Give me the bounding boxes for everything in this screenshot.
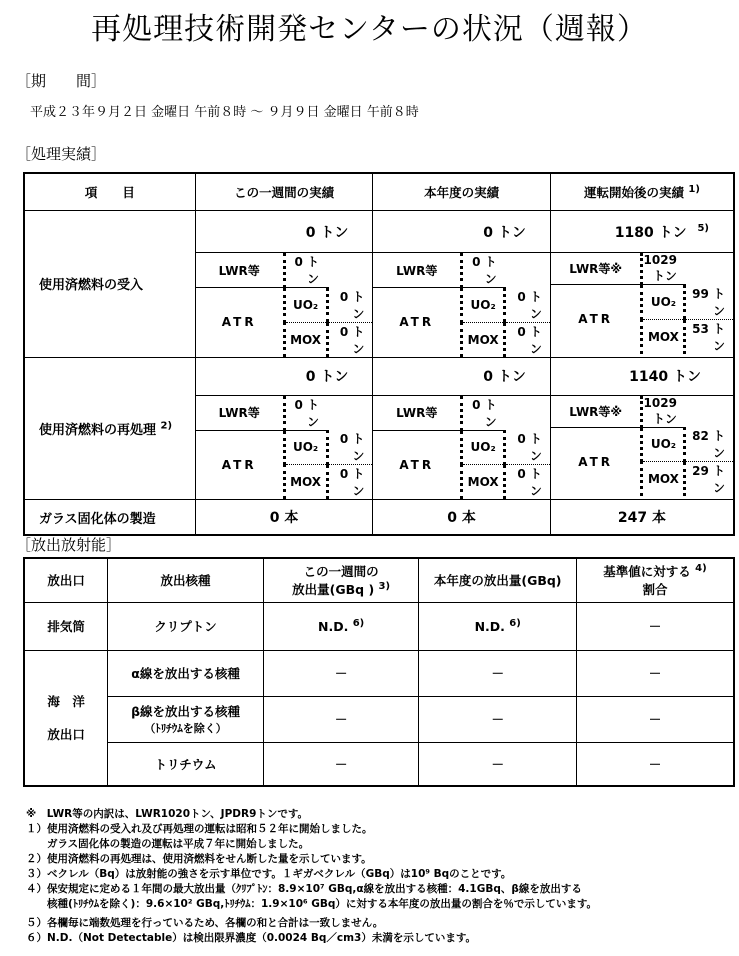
alpha-year: － — [419, 650, 577, 696]
reprocess-label: 使用済燃料の再処理 $^{2)}$ — [24, 357, 195, 500]
receipt-year-total: 0 トン — [373, 211, 551, 253]
col-year-header: 本年度の実績 — [373, 173, 551, 211]
footnote: ３）ベクレル（Bq）は放射能の強さを示す単位です。１ギガベクレル（GBq）は10⁹ Bqのことです。 — [26, 868, 512, 880]
col-week-header: この一週間の 放出量(GBq ) $^{3)}$ — [263, 558, 419, 602]
release-header: ［放出放射能］ — [16, 536, 122, 554]
period-header: ［期 間］ — [16, 72, 107, 90]
tritium-year: － — [419, 742, 577, 786]
footnote: 核種(ﾄﾘﾁｳﾑを除く)：9.6×10² GBq,ﾄﾘﾁｳﾑ：1.9×10⁶ GBq）に対する本年度の放出量の割合を％で示しています。 — [26, 898, 598, 910]
stack-label: 排気筒 — [24, 602, 108, 650]
glass-label: ガラス固化体の製造 — [24, 500, 195, 536]
footnote: ２）使用済燃料の再処理は、使用済燃料をせん断した量を示しています。 — [26, 853, 372, 865]
radioactivity-release-table — [23, 557, 735, 787]
tritium-ratio: － — [576, 742, 734, 786]
krypton-label: クリプトン — [108, 602, 264, 650]
col-ratio-header: 基準値に対する $^{4)}$ 割合 — [576, 558, 734, 602]
beta-year: － — [419, 696, 577, 742]
footnote: ４）保安規定に定める１年間の最大放出量（ｸﾘﾌﾟﾄﾝ：8.9×10⁷ GBq,α線を放出する核種：4.1GBq、β線を放出する — [26, 883, 582, 895]
table-row — [24, 650, 734, 696]
krypton-ratio: － — [576, 602, 734, 650]
receipt-all-total: 1180 トン $^{5)}$ — [550, 211, 734, 253]
col-total-header: 運転開始後の実績 $^{1)}$ — [550, 173, 734, 211]
processing-results-table — [23, 172, 735, 536]
krypton-week: N.D. $^{6)}$ — [263, 602, 419, 650]
reprocess-all-breakdown: LWR等※ 1029 トン ATR UO₂ 82 トン MOX 29 トン — [550, 395, 734, 500]
footnote: ※ LWR等の内訳は、LWR1020トン、JPDR9トンです。 — [26, 808, 309, 820]
col-item-header: 項 目 — [24, 173, 195, 211]
reprocess-year-breakdown: LWR等 0 トン ATR UO₂ 0 トン MOX 0 トン — [373, 395, 551, 500]
col-nuclide-header: 放出核種 — [108, 558, 264, 602]
alpha-week: － — [263, 650, 419, 696]
alpha-label: α線を放出する核種 — [108, 650, 264, 696]
receipt-label: 使用済燃料の受入 — [24, 211, 195, 358]
table-header-row — [24, 558, 734, 602]
glass-week: 0 本 — [195, 500, 373, 536]
footnotes — [26, 807, 597, 946]
sea-outlet-label: 海 洋 放出口 — [24, 650, 108, 786]
reprocess-week-total: 0 トン — [195, 357, 373, 395]
glass-all: 247 本 — [550, 500, 734, 536]
reprocess-week-breakdown: LWR等 0 トン ATR UO₂ 0 トン MOX 0 トン — [195, 395, 373, 500]
col-year-header: 本年度の放出量(GBq) — [419, 558, 577, 602]
tritium-week: － — [263, 742, 419, 786]
results-header: ［処理実績］ — [16, 145, 107, 163]
receipt-week-breakdown: LWR等 0 トン ATR UO₂ 0 トン MOX 0 トン — [195, 253, 373, 358]
table-row — [24, 742, 734, 786]
period-text: 平成２３年９月２日 金曜日 午前８時 ～ ９月９日 金曜日 午前８時 — [30, 105, 419, 120]
table-row — [24, 696, 734, 742]
reprocess-year-total: 0 トン — [373, 357, 551, 395]
receipt-week-total: 0 トン — [195, 211, 373, 253]
footnote: １）使用済燃料の受入れ及び再処理の運転は昭和５２年に開始しました。 — [26, 823, 373, 835]
beta-week: － — [263, 696, 419, 742]
beta-label: β線を放出する核種 （ﾄﾘﾁｳﾑを除く） — [108, 696, 264, 742]
reprocess-all-total: 1140 トン — [550, 357, 734, 395]
col-point-header: 放出口 — [24, 558, 108, 602]
page-title: 再処理技術開発センターの状況（週報） — [91, 12, 648, 47]
receipt-year-breakdown: LWR等 0 トン ATR UO₂ 0 トン MOX 0 トン — [373, 253, 551, 358]
beta-ratio: － — [576, 696, 734, 742]
footnote: ５）各欄毎に端数処理を行っているため、各欄の和と合計は一致しません。 — [26, 917, 384, 929]
col-week-header: この一週間の実績 — [195, 173, 373, 211]
receipt-all-breakdown: LWR等※ 1029 トン ATR UO₂ 99 トン MOX 53 トン — [550, 253, 734, 358]
table-header-row — [24, 173, 734, 211]
table-row — [24, 602, 734, 650]
footnote: ガラス固化体の製造の運転は平成７年に開始しました。 — [26, 838, 310, 850]
tritium-label: トリチウム — [108, 742, 264, 786]
krypton-year: N.D. $^{6)}$ — [419, 602, 577, 650]
alpha-ratio: － — [576, 650, 734, 696]
footnote: ６）N.D.（Not Detectable）は検出限界濃度（0.0024 Bq／cm3）未満を示しています。 — [26, 932, 477, 944]
glass-year: 0 本 — [373, 500, 551, 536]
